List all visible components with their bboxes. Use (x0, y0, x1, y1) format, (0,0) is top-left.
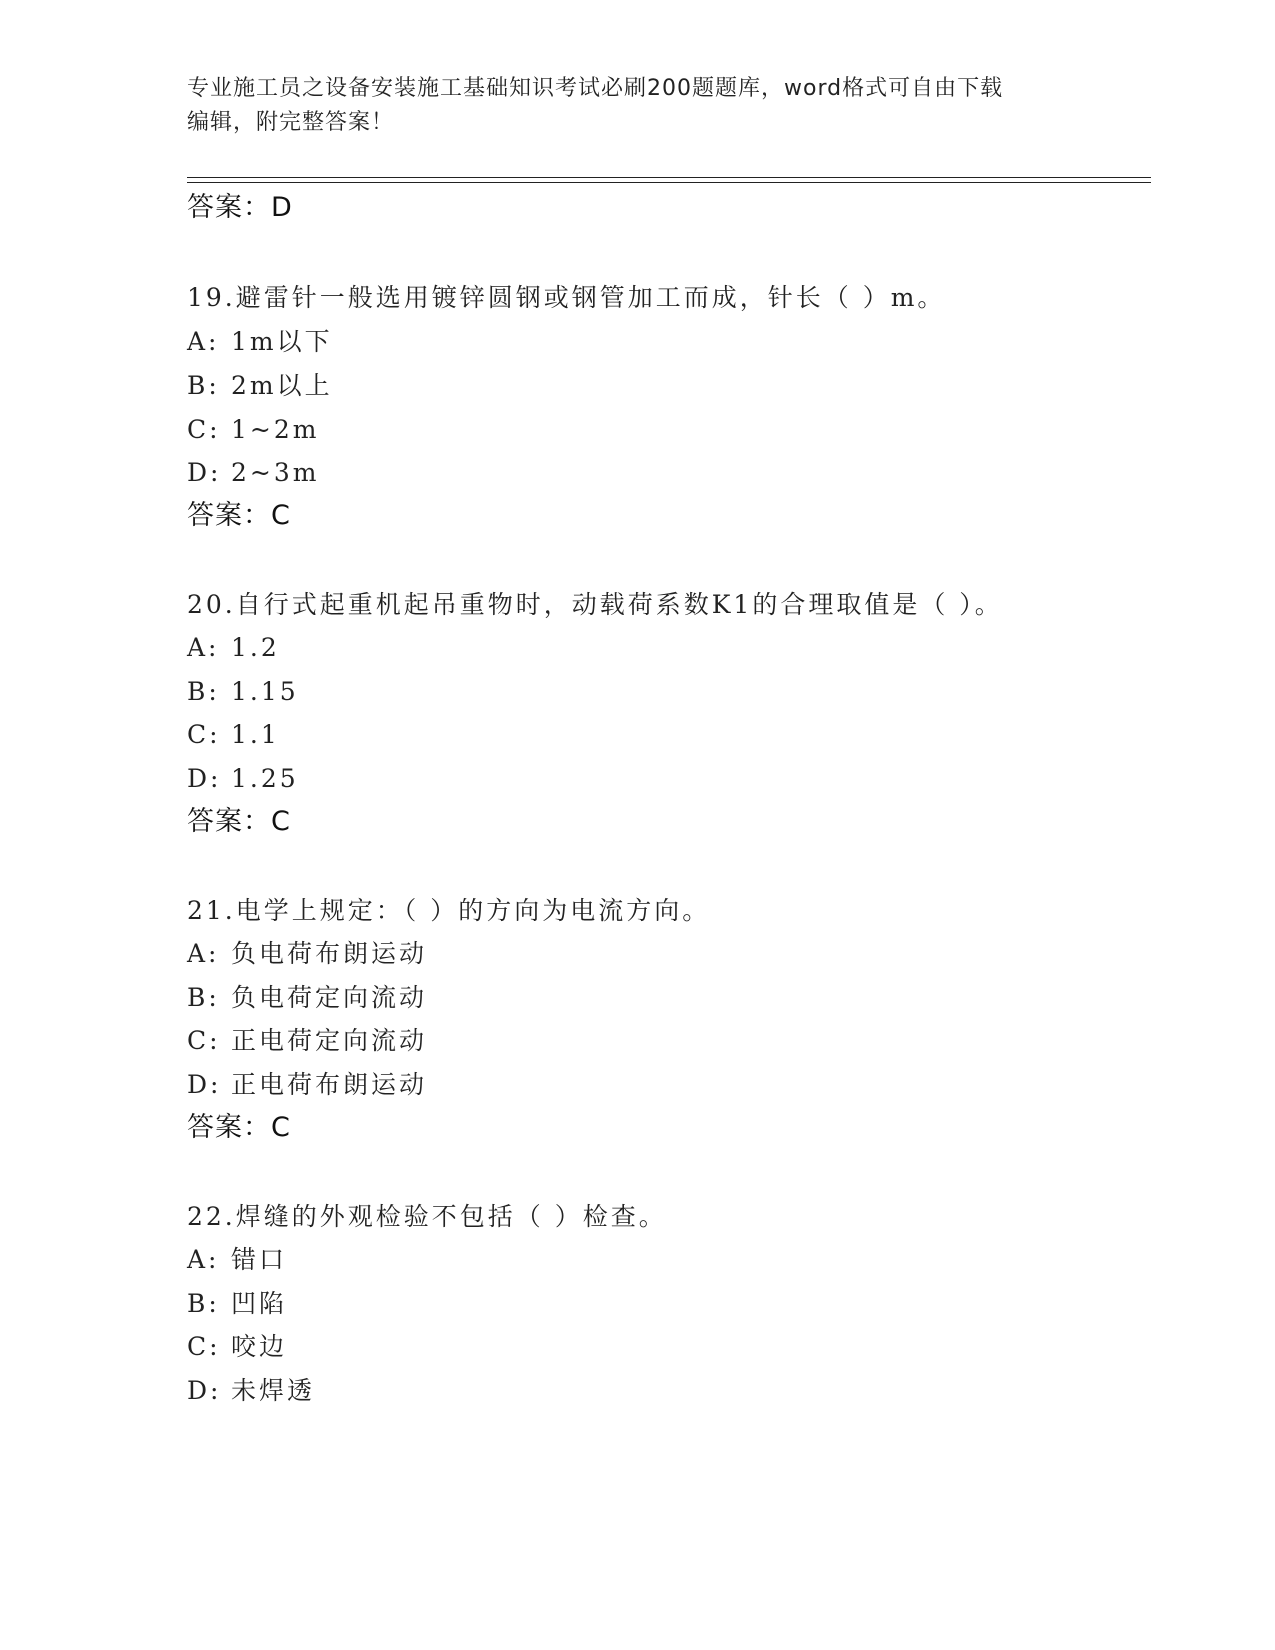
option-text: 1.25 (231, 764, 299, 793)
option-text: 正电荷布朗运动 (231, 1070, 428, 1099)
header-line-2: 编辑，附完整答案！ (187, 110, 395, 135)
answer-18: 答案：D (187, 192, 293, 223)
option-letter: A: (187, 939, 220, 968)
option-letter: A: (187, 633, 220, 662)
option-letter: C: (187, 415, 221, 444)
answer-20: 答案：C (187, 806, 291, 837)
option-21-a (187, 937, 427, 971)
option-19-c (187, 413, 319, 447)
option-22-d (187, 1374, 315, 1408)
option-letter: D: (187, 1070, 222, 1099)
header-line-1: 专业施工员之设备安装施工基础知识考试必刷200题题库，word格式可自由下载 (187, 76, 1004, 101)
option-letter: C: (187, 720, 221, 749)
answer-21: 答案：C (187, 1112, 291, 1143)
option-text: 凹陷 (231, 1289, 288, 1318)
question-19: 19.避雷针一般选用镀锌圆钢或钢管加工而成，针长（ ）m。 (187, 283, 946, 312)
option-21-b (187, 981, 427, 1015)
document-header (187, 72, 1087, 140)
option-22-b (187, 1287, 287, 1321)
option-22-a (187, 1243, 287, 1277)
option-text: 负电荷布朗运动 (231, 939, 428, 968)
option-letter: D: (187, 764, 222, 793)
option-text: 咬边 (231, 1332, 288, 1361)
option-letter: C: (187, 1026, 221, 1055)
option-text: 错口 (231, 1245, 288, 1274)
option-19-a (187, 325, 333, 359)
option-text: 1.1 (231, 720, 280, 749)
option-letter: B: (187, 1289, 220, 1318)
header-divider-bottom (187, 182, 1151, 183)
option-letter: D: (187, 458, 222, 487)
option-21-d (187, 1068, 427, 1102)
option-20-b (187, 675, 299, 709)
option-19-d (187, 456, 319, 490)
option-21-c (187, 1024, 427, 1058)
option-text: 2~3m (231, 458, 320, 487)
option-text: 1.15 (231, 677, 299, 706)
header-divider-top (187, 177, 1151, 178)
question-21: 21.电学上规定：（ ）的方向为电流方向。 (187, 896, 711, 925)
option-letter: B: (187, 983, 220, 1012)
option-letter: B: (187, 677, 220, 706)
option-text: 1.2 (231, 633, 280, 662)
option-19-b (187, 369, 333, 403)
option-20-a (187, 631, 280, 665)
option-letter: A: (187, 1245, 220, 1274)
option-20-c (187, 718, 280, 752)
answer-19: 答案：C (187, 500, 291, 531)
question-22: 22.焊缝的外观检验不包括（ ）检查。 (187, 1202, 667, 1231)
option-22-c (187, 1330, 287, 1364)
option-20-d (187, 762, 299, 796)
option-text: 正电荷定向流动 (231, 1026, 428, 1055)
option-text: 1m以下 (231, 327, 333, 356)
option-text: 负电荷定向流动 (231, 983, 428, 1012)
option-letter: D: (187, 1376, 222, 1405)
question-20: 20.自行式起重机起吊重物时，动载荷系数K1的合理取值是（ ）。 (187, 590, 1003, 619)
option-text: 2m以上 (231, 371, 333, 400)
option-text: 1~2m (231, 415, 320, 444)
option-letter: C: (187, 1332, 221, 1361)
option-letter: A: (187, 327, 220, 356)
option-text: 未焊透 (231, 1376, 316, 1405)
option-letter: B: (187, 371, 220, 400)
